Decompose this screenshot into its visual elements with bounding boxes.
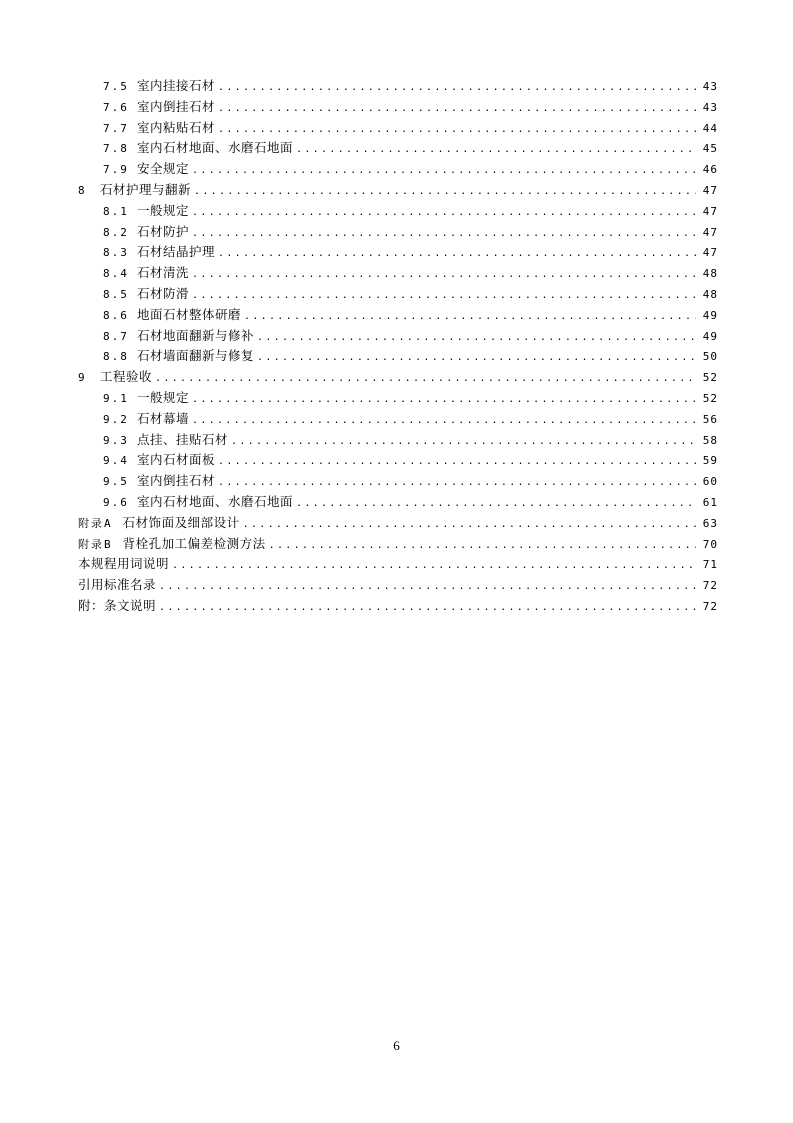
- toc-entry-page: 48: [702, 287, 718, 301]
- toc-entry-number: 8.1: [103, 204, 129, 218]
- dot-leader: [192, 203, 696, 224]
- toc-entry[interactable]: [78, 388, 718, 409]
- toc-entry-title: 引用标准名录: [78, 577, 157, 593]
- toc-entry-title: 背栓孔加工偏差检测方法: [122, 535, 266, 551]
- toc-entry-page: 43: [702, 100, 718, 114]
- toc-entry[interactable]: [78, 575, 718, 596]
- dot-leader: [194, 182, 696, 203]
- toc-entry-title: 室内石材面板: [137, 452, 216, 468]
- toc-entry-title: 石材防护: [137, 223, 190, 239]
- toc-entry-number: 8.5: [103, 287, 129, 301]
- dot-leader: [192, 390, 696, 411]
- toc-entry-page: 45: [702, 142, 718, 156]
- toc-entry-title: 石材防滑: [137, 285, 190, 301]
- toc-entry[interactable]: [78, 409, 718, 430]
- dot-leader: [192, 286, 696, 307]
- toc-entry-title: 室内挂接石材: [137, 78, 216, 93]
- dot-leader: [159, 598, 696, 619]
- toc-entry-number: 9.6: [103, 495, 129, 509]
- dot-leader: [159, 577, 696, 598]
- toc-entry-page: 49: [702, 308, 718, 322]
- toc-entry-page: 56: [702, 412, 718, 426]
- dot-leader: [172, 556, 696, 577]
- toc-entry-title: 地面石材整体研磨: [137, 306, 242, 322]
- toc-entry-number: 8.2: [103, 225, 129, 239]
- toc-entry-number: 9.5: [103, 475, 129, 489]
- toc-entry-number: 9.1: [103, 391, 129, 405]
- dot-leader: [296, 140, 696, 161]
- toc-entry-number: 9.2: [103, 412, 129, 426]
- toc-entry[interactable]: [78, 242, 718, 263]
- toc-entry-number: 7.5: [103, 80, 129, 93]
- dot-leader: [192, 161, 696, 182]
- dot-leader: [218, 78, 696, 99]
- toc-entry-page: 47: [702, 246, 718, 260]
- toc-entry-title: 室内石材地面、水磨石地面: [137, 493, 294, 509]
- page-number: 6: [393, 1038, 400, 1053]
- dot-leader: [296, 494, 696, 515]
- toc-entry-title: 一般规定: [137, 202, 190, 218]
- dot-leader: [218, 99, 696, 120]
- toc-entry-number: 8.7: [103, 329, 129, 343]
- toc-entry-page: 59: [702, 454, 718, 468]
- toc-entry-number: 9.4: [103, 454, 129, 468]
- toc-entry-number: 9: [78, 371, 87, 385]
- toc-entry-title: 石材护理与翻新: [100, 181, 192, 197]
- toc-entry-title: 本规程用词说明: [78, 556, 170, 572]
- toc-entry-page: 71: [702, 558, 718, 572]
- toc-entry-number: 7.7: [103, 121, 129, 135]
- dot-leader: [257, 348, 696, 369]
- toc-entry-title: 石材饰面及细部设计: [122, 514, 240, 530]
- toc-entry-page: 72: [702, 579, 718, 593]
- toc-entry-title: 室内石材地面、水磨石地面: [137, 140, 294, 156]
- dot-leader: [192, 224, 696, 245]
- toc-entry-page: 48: [702, 267, 718, 281]
- toc-entry-title: 石材幕墙: [137, 410, 190, 426]
- toc-entry-page: 47: [702, 183, 718, 197]
- toc-entry-title: 石材清洗: [137, 265, 190, 281]
- dot-leader: [231, 432, 696, 453]
- toc-entry[interactable]: [78, 513, 718, 534]
- toc-entry[interactable]: [78, 430, 718, 451]
- toc-entry[interactable]: [78, 118, 718, 139]
- toc-entry-number: 8: [78, 183, 87, 197]
- toc-entry[interactable]: [78, 554, 718, 575]
- toc-entry-page: 61: [702, 495, 718, 509]
- toc-entry[interactable]: [78, 201, 718, 222]
- dot-leader: [269, 536, 696, 557]
- toc-entry[interactable]: [78, 326, 718, 347]
- toc-entry-title: 安全规定: [137, 161, 190, 177]
- toc-entry[interactable]: [78, 346, 718, 367]
- dot-leader: [192, 411, 696, 432]
- toc-entry-page: 52: [702, 391, 718, 405]
- toc-entry-number: 9.3: [103, 433, 129, 447]
- toc-entry-page: 52: [702, 371, 718, 385]
- toc-entry-title: 室内倒挂石材: [137, 473, 216, 489]
- toc-entry-title: 附：条文说明: [78, 597, 157, 613]
- toc-entry-number: 7.8: [103, 142, 129, 156]
- toc-entry-page: 49: [702, 329, 718, 343]
- toc-entry[interactable]: [78, 97, 718, 118]
- dot-leader: [218, 473, 696, 494]
- toc-entry-number: 附录A: [78, 516, 113, 530]
- toc-entry[interactable]: [78, 534, 718, 555]
- toc-entry[interactable]: [78, 138, 718, 159]
- toc-entry-page: 70: [702, 537, 718, 551]
- toc-entry-number: 8.3: [103, 246, 129, 260]
- toc-entry[interactable]: [78, 159, 718, 180]
- toc-entry-number: 7.9: [103, 163, 129, 177]
- toc-entry-page: 63: [702, 516, 718, 530]
- toc-entry-title: 石材结晶护理: [137, 244, 216, 260]
- dot-leader: [243, 515, 696, 536]
- toc-entry-page: 47: [702, 225, 718, 239]
- toc-entry[interactable]: [78, 471, 718, 492]
- toc-entry[interactable]: [78, 284, 718, 305]
- toc-entry-title: 一般规定: [137, 389, 190, 405]
- toc-entry[interactable]: [78, 492, 718, 513]
- toc-entry[interactable]: [78, 263, 718, 284]
- toc-entry-page: 43: [702, 80, 718, 93]
- toc-entry[interactable]: [78, 596, 718, 617]
- toc-entry-page: 58: [702, 433, 718, 447]
- toc-entry-title: 工程验收: [100, 369, 153, 385]
- toc-entry-number: 附录B: [78, 537, 113, 551]
- toc-entry[interactable]: [78, 222, 718, 243]
- toc-entry-page: 50: [702, 350, 718, 364]
- table-of-contents: [78, 76, 718, 617]
- toc-entry[interactable]: [78, 450, 718, 471]
- toc-entry-title: 室内粘贴石材: [137, 119, 216, 135]
- dot-leader: [155, 369, 696, 390]
- toc-entry[interactable]: [78, 76, 718, 97]
- toc-entry[interactable]: [78, 180, 718, 201]
- toc-entry-title: 石材地面翻新与修补: [137, 327, 255, 343]
- toc-entry-title: 点挂、挂贴石材: [137, 431, 229, 447]
- toc-entry-number: 8.4: [103, 267, 129, 281]
- dot-leader: [218, 452, 696, 473]
- toc-entry-number: 8.6: [103, 308, 129, 322]
- dot-leader: [244, 307, 696, 328]
- toc-entry-number: 7.6: [103, 100, 129, 114]
- toc-entry-page: 46: [702, 163, 718, 177]
- dot-leader: [218, 120, 696, 141]
- dot-leader: [192, 265, 696, 286]
- toc-entry-title: 石材墙面翻新与修复: [137, 348, 255, 364]
- toc-entry-page: 72: [702, 599, 718, 613]
- toc-entry-number: 8.8: [103, 350, 129, 364]
- toc-entry-page: 44: [702, 121, 718, 135]
- toc-entry-title: 室内倒挂石材: [137, 98, 216, 114]
- toc-entry[interactable]: [78, 305, 718, 326]
- dot-leader: [218, 244, 696, 265]
- toc-entry-page: 47: [702, 204, 718, 218]
- toc-entry-page: 60: [702, 475, 718, 489]
- toc-entry[interactable]: [78, 367, 718, 388]
- dot-leader: [257, 328, 696, 349]
